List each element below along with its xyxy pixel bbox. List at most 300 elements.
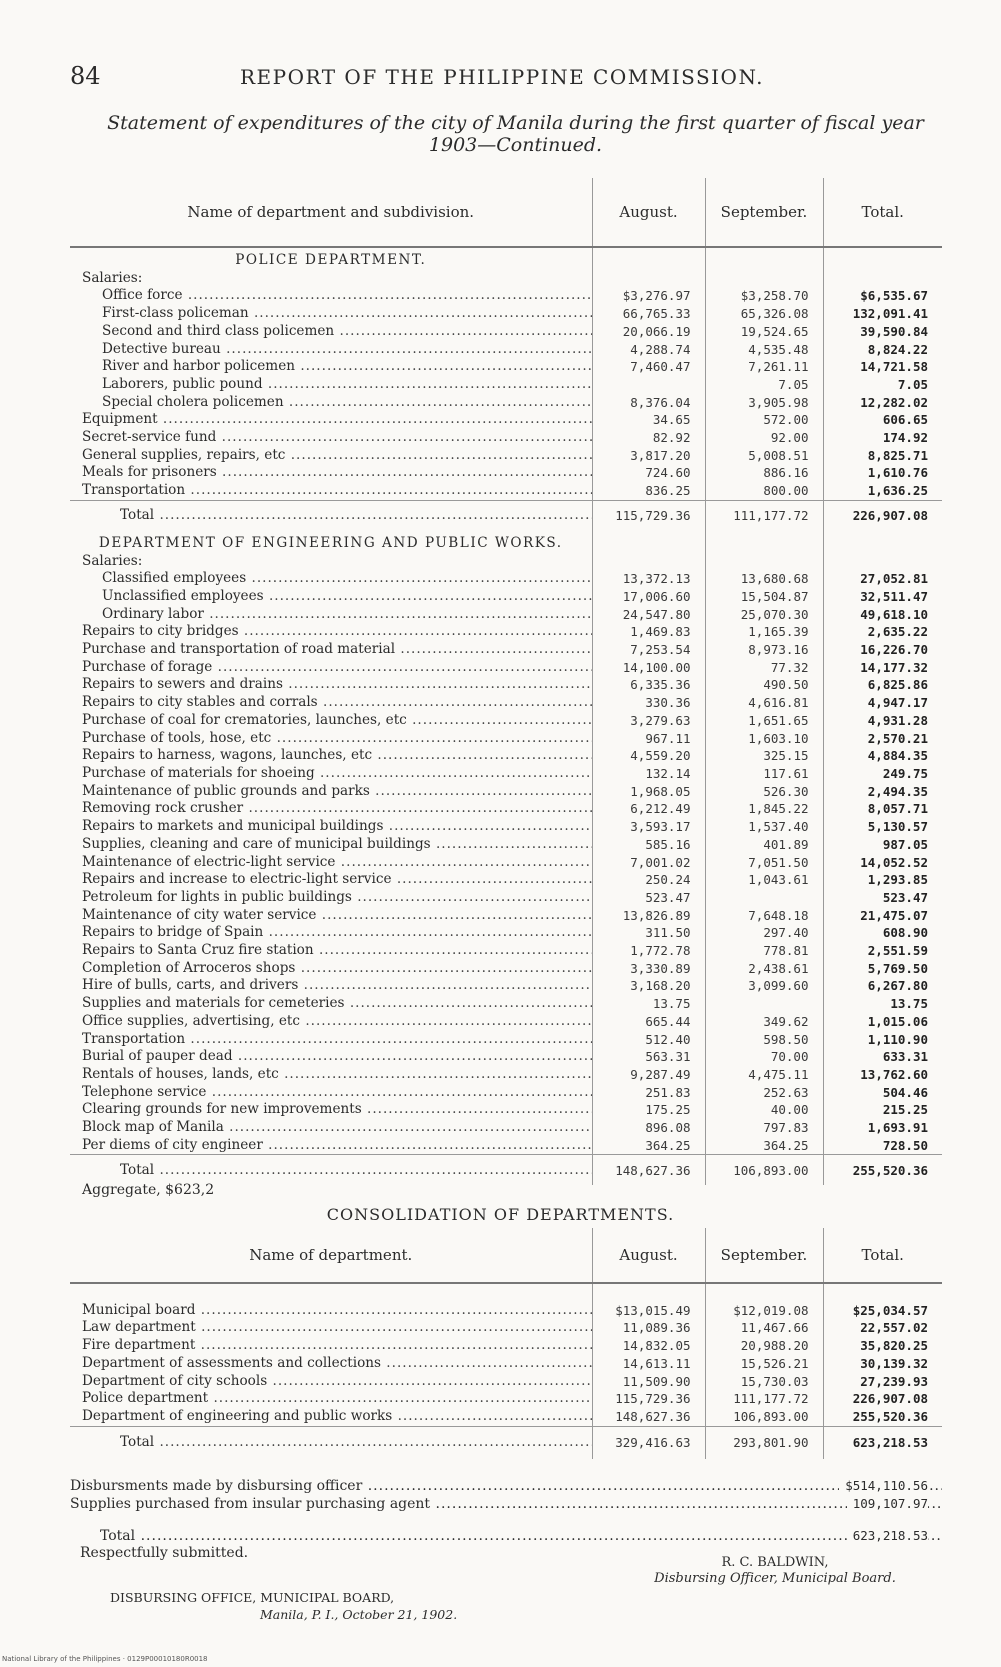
row-august: 13.75 [592,995,705,1013]
disbursement-value: $514,110.56 [839,1477,928,1495]
row-august: 4,288.74 [592,341,705,359]
row-label: General supplies, repairs, etc ..... [82,447,592,465]
section-heading-engineering: DEPARTMENT OF ENGINEERING AND PUBLIC WORKS. [98,534,563,551]
col-header-september: September. [705,178,823,247]
row-total: 14,052.52 [823,854,942,872]
row-september [705,995,823,1013]
row-label: Repairs to sewers and drains ..... [82,676,592,694]
row-august: 34.65 [592,411,705,429]
row-september: 11,467.66 [705,1319,823,1337]
table-row [70,1373,942,1391]
row-total: 1,110.90 [823,1031,942,1049]
table-row [70,995,942,1013]
consolidation-header-row [70,1228,942,1283]
table-row [70,907,942,925]
row-september: 325.15 [705,747,823,765]
row-september: 1,165.39 [705,623,823,641]
row-label: Repairs to city stables and corrals ..... [82,694,592,712]
table-row [70,712,942,730]
row-total: 633.31 [823,1048,942,1066]
row-label: Supplies and materials for cemeteries ..... [82,995,592,1013]
table-row [70,854,942,872]
row-august: 311.50 [592,924,705,942]
row-september: 526.30 [705,783,823,801]
engineering-total-september: 106,893.00 [705,1155,823,1186]
disbursement-value: 109,107.97 [847,1495,928,1513]
row-september: 800.00 [705,482,823,500]
statement-title [70,112,961,156]
row-september: 20,988.20 [705,1337,823,1355]
row-total: 728.50 [823,1137,942,1155]
row-september: 15,526.21 [705,1355,823,1373]
row-september: 4,535.48 [705,341,823,359]
row-total: 987.05 [823,836,942,854]
scan-footer-note: National Library of the Philippines · 0129P00010180R0018 [2,1655,208,1663]
row-august: 14,100.00 [592,659,705,677]
row-total: 608.90 [823,924,942,942]
table-row [70,747,942,765]
row-label: Clearing grounds for new improvements ..... [82,1101,592,1119]
table-row [70,641,942,659]
row-september: 40.00 [705,1101,823,1119]
table-row [70,942,942,960]
row-total: 39,590.84 [823,323,942,341]
row-label: Purchase of forage ..... [82,659,592,677]
row-total: 6,267.80 [823,977,942,995]
table-row [70,1101,942,1119]
row-total: 14,721.58 [823,358,942,376]
row-august: 8,376.04 [592,394,705,412]
row-label: Secret-service fund ..... [82,429,592,447]
col-header-august: August. [592,178,705,247]
row-august: 11,089.36 [592,1319,705,1337]
table-row [70,1355,942,1373]
row-label: Hire of bulls, carts, and drivers ..... [82,977,592,995]
consolidation-total-total: 623,218.53 [823,1426,942,1459]
consolidation-total-august: 329,416.63 [592,1426,705,1459]
table-row [70,623,942,641]
table-row [70,323,942,341]
row-label: Purchase and transportation of road material ..... [82,641,592,659]
table-row [70,606,942,624]
statement-title-line1: Statement of expenditures of the city of Manila during the first quarter of fiscal year [107,112,924,134]
row-august: 7,001.02 [592,854,705,872]
row-label: Per diems of city engineer ..... [82,1137,592,1155]
consolidation-total-september: 293,801.90 [705,1426,823,1459]
police-total-august: 115,729.36 [592,500,705,531]
row-label: Classified employees ..... [102,570,592,588]
row-total: $6,535.67 [823,287,942,305]
row-label: Transportation ..... [82,1031,592,1049]
table-row [70,1031,942,1049]
row-september: 7.05 [705,376,823,394]
row-september: 15,730.03 [705,1373,823,1391]
row-label: Ordinary labor ..... [102,606,592,624]
row-label: First-class policeman ..... [102,305,592,323]
signature-name: R. C. BALDWIN, [721,1555,829,1570]
row-september: 349.62 [705,1013,823,1031]
row-august: 3,593.17 [592,818,705,836]
table-row [70,287,942,305]
row-august: $3,276.97 [592,287,705,305]
table-row [70,836,942,854]
row-august: 1,772.78 [592,942,705,960]
row-september: 19,524.65 [705,323,823,341]
row-label: River and harbor policemen ..... [102,358,592,376]
row-august: 9,287.49 [592,1066,705,1084]
row-label: Maintenance of electric-light service ..... [82,854,592,872]
consolidation-body [70,1283,942,1426]
row-september: 401.89 [705,836,823,854]
running-title: REPORT OF THE PHILIPPINE COMMISSION. [240,65,765,89]
row-september: 1,537.40 [705,818,823,836]
table-row [70,924,942,942]
row-september: 4,616.81 [705,694,823,712]
row-august: 967.11 [592,730,705,748]
row-total: 27,052.81 [823,570,942,588]
row-august: 20,066.19 [592,323,705,341]
col-header-september: September. [705,1228,823,1283]
engineering-total-august: 148,627.36 [592,1155,705,1186]
row-august: 13,372.13 [592,570,705,588]
table-row [70,977,942,995]
page-header [70,62,961,94]
row-september [705,889,823,907]
row-label: Equipment ..... [82,411,592,429]
row-label: Office force ..... [102,287,592,305]
police-total-total: 226,907.08 [823,500,942,531]
row-august: 250.24 [592,871,705,889]
engineering-total-row [70,1155,942,1186]
row-total: 2,635.22 [823,623,942,641]
col-header-august: August. [592,1228,705,1283]
row-total: 2,570.21 [823,730,942,748]
table-row [70,659,942,677]
consolidation-total-row [70,1426,942,1459]
row-label: Repairs to bridge of Spain ..... [82,924,592,942]
row-label: Repairs to harness, wagons, launches, etc ..... [82,747,592,765]
row-september: 778.81 [705,942,823,960]
row-september: 1,603.10 [705,730,823,748]
col-header-total: Total. [823,1228,942,1283]
row-september: 490.50 [705,676,823,694]
row-label: Repairs to Santa Cruz fire station ..... [82,942,592,960]
row-august: 6,335.36 [592,676,705,694]
table-row [70,1084,942,1102]
row-label: Meals for prisoners ..... [82,464,592,482]
disbursement-row [70,1495,942,1513]
row-september: 598.50 [705,1031,823,1049]
table-row [70,889,942,907]
row-label: Maintenance of public grounds and parks ..... [82,783,592,801]
table-row [70,358,942,376]
closing-line: Respectfully submitted. [80,1545,249,1561]
row-september: 572.00 [705,411,823,429]
row-total: 4,931.28 [823,712,942,730]
row-label: Repairs and increase to electric-light service ..... [82,871,592,889]
row-total: 523.47 [823,889,942,907]
office-date: Manila, P. I., October 21, 1902. [260,1607,458,1622]
row-label: Laborers, public pound ..... [102,376,592,394]
table-row [70,1048,942,1066]
police-total-section [70,500,942,531]
row-total: 504.46 [823,1084,942,1102]
row-september: 7,648.18 [705,907,823,925]
row-september: 106,893.00 [705,1408,823,1426]
row-total: 132,091.41 [823,305,942,323]
row-august: 115,729.36 [592,1390,705,1408]
table-row [70,447,942,465]
office-address [110,1589,457,1623]
row-august: 14,613.11 [592,1355,705,1373]
row-total: 1,610.76 [823,464,942,482]
table-row [70,783,942,801]
row-august: 523.47 [592,889,705,907]
row-september: 1,651.65 [705,712,823,730]
row-september: 15,504.87 [705,588,823,606]
row-september: 92.00 [705,429,823,447]
statement-title-line2: 1903—Continued. [428,134,603,156]
row-label: Repairs to markets and municipal buildings ..... [82,818,592,836]
row-total: 21,475.07 [823,907,942,925]
row-label: Burial of pauper dead ..... [82,1048,592,1066]
salaries-label: Salaries: [82,269,143,286]
table-row [70,1390,942,1408]
engineering-section [70,531,942,1155]
engineering-total-section [70,1155,942,1186]
table-row [70,482,942,500]
row-total: 226,907.08 [823,1390,942,1408]
row-label: Purchase of tools, hose, etc ..... [82,730,592,748]
row-total: 12,282.02 [823,394,942,412]
row-september: 65,326.08 [705,305,823,323]
row-september: 1,845.22 [705,800,823,818]
row-total: 215.25 [823,1101,942,1119]
col-header-total: Total. [823,178,942,247]
row-label: Completion of Arroceros shops ..... [82,960,592,978]
row-august: $13,015.49 [592,1302,705,1320]
row-total: 4,947.17 [823,694,942,712]
disbursement-total-value: 623,218.53 [847,1527,928,1545]
table-row [70,1119,942,1137]
row-total: 32,511.47 [823,588,942,606]
row-august: 4,559.20 [592,747,705,765]
table-row [70,1337,942,1355]
section-heading-police: POLICE DEPARTMENT. [235,252,427,268]
table-row [70,694,942,712]
row-total: 27,239.93 [823,1373,942,1391]
row-august: 3,817.20 [592,447,705,465]
row-total: 30,139.32 [823,1355,942,1373]
table-row [70,1137,942,1155]
row-september: 886.16 [705,464,823,482]
row-august: 563.31 [592,1048,705,1066]
table-row [70,570,942,588]
row-august: 132.14 [592,765,705,783]
row-label: Department of city schools ..... [82,1373,592,1391]
engineering-total-label: Total ..... [120,1162,592,1180]
row-label: Supplies, cleaning and care of municipal buildings ..... [82,836,592,854]
table-row [70,730,942,748]
row-label: Unclassified employees ..... [102,588,592,606]
row-august: 82.92 [592,429,705,447]
row-total: 5,769.50 [823,960,942,978]
row-september: 7,261.11 [705,358,823,376]
row-august: 665.44 [592,1013,705,1031]
row-label: Police department ..... [82,1390,592,1408]
row-total: 8,825.71 [823,447,942,465]
disbursement-label: Supplies purchased from insular purchasing agent ..... [70,1495,942,1513]
row-august: 6,212.49 [592,800,705,818]
police-total-september: 111,177.72 [705,500,823,531]
row-label: Detective bureau ..... [102,341,592,359]
row-september: 364.25 [705,1137,823,1155]
row-label: Purchase of coal for crematories, launches, etc ..... [82,712,592,730]
row-total: 22,557.02 [823,1319,942,1337]
row-total: 14,177.32 [823,659,942,677]
row-september: 252.63 [705,1084,823,1102]
table-row [70,429,942,447]
disbursement-total-label: Total ..... [70,1527,942,1545]
row-august: 175.25 [592,1101,705,1119]
engineering-total-total: 255,520.36 [823,1155,942,1186]
table-row [70,1066,942,1084]
table-row [70,818,942,836]
row-september: 2,438.61 [705,960,823,978]
row-total: 5,130.57 [823,818,942,836]
row-label: Removing rock crusher ..... [82,800,592,818]
disbursement-label: Disbursments made by disbursing officer ..... [70,1477,942,1495]
col-header-department: Name of department. [249,1246,413,1264]
disbursement-total-row [70,1527,942,1545]
salaries-label: Salaries: [82,552,143,569]
row-total: 2,551.59 [823,942,942,960]
row-september: 111,177.72 [705,1390,823,1408]
row-label: Telephone service ..... [82,1084,592,1102]
row-august: 251.83 [592,1084,705,1102]
table-row [70,960,942,978]
row-september: 1,043.61 [705,871,823,889]
row-september: 77.32 [705,659,823,677]
consolidation-title: CONSOLIDATION OF DEPARTMENTS. [326,1205,675,1224]
row-label: Rentals of houses, lands, etc ..... [82,1066,592,1084]
row-total: 249.75 [823,765,942,783]
row-label: Petroleum for lights in public buildings ..... [82,889,592,907]
row-august: 7,253.54 [592,641,705,659]
table-row [70,1408,942,1426]
consolidation-total-label: Total ..... [120,1434,592,1452]
row-total: 255,520.36 [823,1408,942,1426]
row-august: 3,279.63 [592,712,705,730]
row-september: 7,051.50 [705,854,823,872]
row-total: 174.92 [823,429,942,447]
row-label: Fire department ..... [82,1337,592,1355]
consolidation-table [70,1228,942,1459]
row-august: 14,832.05 [592,1337,705,1355]
row-august: 3,330.89 [592,960,705,978]
row-september: 297.40 [705,924,823,942]
row-total: 1,693.91 [823,1119,942,1137]
row-august [592,376,705,394]
row-august: 330.36 [592,694,705,712]
row-august: 1,968.05 [592,783,705,801]
row-total: 35,820.25 [823,1337,942,1355]
row-total: 7.05 [823,376,942,394]
row-total: 49,618.10 [823,606,942,624]
consolidation-total-section [70,1426,942,1459]
row-august: 1,469.83 [592,623,705,641]
police-total-row [70,500,942,531]
table-row [70,676,942,694]
row-september: 8,973.16 [705,641,823,659]
row-total: 8,057.71 [823,800,942,818]
table-row [70,411,942,429]
row-september: 3,099.60 [705,977,823,995]
row-label: Maintenance of city water service ..... [82,907,592,925]
row-august: 836.25 [592,482,705,500]
table-row [70,588,942,606]
row-total: 4,884.35 [823,747,942,765]
row-september: $3,258.70 [705,287,823,305]
table-row [70,800,942,818]
row-label: Department of engineering and public works ..... [82,1408,592,1426]
expenditures-table [70,178,942,1185]
row-august: 364.25 [592,1137,705,1155]
table-row [70,1302,942,1320]
row-august: 24,547.80 [592,606,705,624]
row-label: Second and third class policemen ..... [102,323,592,341]
row-august: 585.16 [592,836,705,854]
disbursement-row [70,1477,942,1495]
row-total: 606.65 [823,411,942,429]
table-row [70,376,942,394]
row-september: 25,070.30 [705,606,823,624]
row-total: 16,226.70 [823,641,942,659]
row-august: 896.08 [592,1119,705,1137]
col-header-name: Name of department and subdivision. [187,203,475,221]
row-total: 13.75 [823,995,942,1013]
disbursement-summary [70,1477,942,1545]
row-label: Law department ..... [82,1319,592,1337]
police-total-label: Total ..... [120,507,592,525]
row-total: $25,034.57 [823,1302,942,1320]
row-september: 4,475.11 [705,1066,823,1084]
table-row [70,341,942,359]
row-september: 3,905.98 [705,394,823,412]
row-september: $12,019.08 [705,1302,823,1320]
row-september: 797.83 [705,1119,823,1137]
row-august: 7,460.47 [592,358,705,376]
row-label: Department of assessments and collections ..... [82,1355,592,1373]
row-august: 512.40 [592,1031,705,1049]
row-august: 148,627.36 [592,1408,705,1426]
row-september: 5,008.51 [705,447,823,465]
table-row [70,765,942,783]
office-line: DISBURSING OFFICE, MUNICIPAL BOARD, [110,1590,395,1605]
police-section [70,247,942,500]
row-september: 13,680.68 [705,570,823,588]
row-september: 70.00 [705,1048,823,1066]
row-august: 66,765.33 [592,305,705,323]
row-august: 3,168.20 [592,977,705,995]
row-september: 117.61 [705,765,823,783]
row-august: 11,509.90 [592,1373,705,1391]
row-august: 17,006.60 [592,588,705,606]
table-row [70,871,942,889]
table-row [70,1013,942,1031]
table-row [70,305,942,323]
row-label: Purchase of materials for shoeing ..... [82,765,592,783]
